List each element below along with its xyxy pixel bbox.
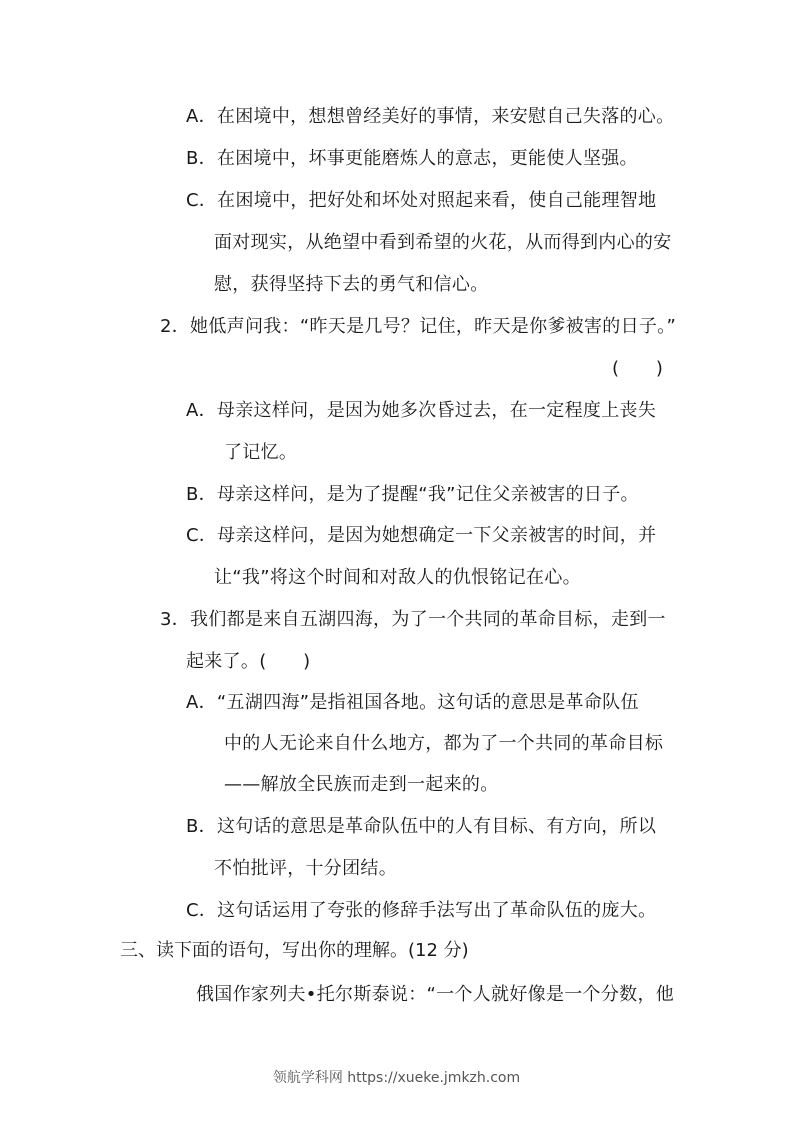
q1-option-c-line2: 面对现实，从绝望中看到希望的火花，从而得到内心的安 xyxy=(214,232,672,253)
q3-stem-line2: 起来了。( ) xyxy=(186,651,311,672)
q2-answer-blank: ( ) xyxy=(612,358,664,379)
q1-option-c-line3: 慰，获得坚持下去的勇气和信心。 xyxy=(214,274,489,295)
q1-option-c-line1: C．在困境中，把好处和坏处对照起来看，使自己能理智地 xyxy=(186,190,657,211)
q3-option-b-line1: B．这句话的意思是革命队伍中的人有目标、有方向，所以 xyxy=(186,816,657,837)
q3-option-a-line1: A．“五湖四海”是指祖国各地。这句话的意思是革命队伍 xyxy=(186,692,639,713)
q3-option-b-line2: 不怕批评，十分团结。 xyxy=(214,858,397,879)
q3-option-a-line2: 中的人无论来自什么地方，都为了一个共同的革命目标 xyxy=(224,733,664,754)
q2-option-b: B．母亲这样问，是为了提醒“我”记住父亲被害的日子。 xyxy=(186,484,639,505)
q2-option-c-line2: 让“我”将这个时间和对敌人的仇恨铭记在心。 xyxy=(214,567,581,588)
q2-option-c-line1: C．母亲这样问，是因为她想确定一下父亲被害的时间，并 xyxy=(186,525,657,546)
section-3-heading: 三、读下面的语句，写出你的理解。(12 分) xyxy=(120,940,469,961)
q3-option-c: C．这句话运用了夸张的修辞手法写出了革命队伍的庞大。 xyxy=(186,900,657,921)
q2-stem: 2．她低声问我：“昨天是几号？记住，昨天是你爹被害的日子。” xyxy=(160,316,677,337)
section-3-passage-line1: 俄国作家列夫•托尔斯泰说：“一个人就好像是一个分数，他 xyxy=(196,984,675,1005)
q1-option-b: B．在困境中，坏事更能磨炼人的意志，更能使人坚强。 xyxy=(186,148,638,169)
q2-option-a-line1: A．母亲这样问，是因为她多次昏过去，在一定程度上丧失 xyxy=(186,400,657,421)
q2-option-a-line2: 了记忆。 xyxy=(224,442,298,463)
footer-watermark: 领航学科网 https://xueke.jmkzh.com xyxy=(272,1070,521,1086)
q1-option-a: A．在困境中，想想曾经美好的事情，来安慰自己失落的心。 xyxy=(186,106,675,127)
q3-option-a-line3: ——解放全民族而走到一起来的。 xyxy=(224,774,499,795)
q3-stem-line1: 3．我们都是来自五湖四海，为了一个共同的革命目标，走到一 xyxy=(160,609,666,630)
